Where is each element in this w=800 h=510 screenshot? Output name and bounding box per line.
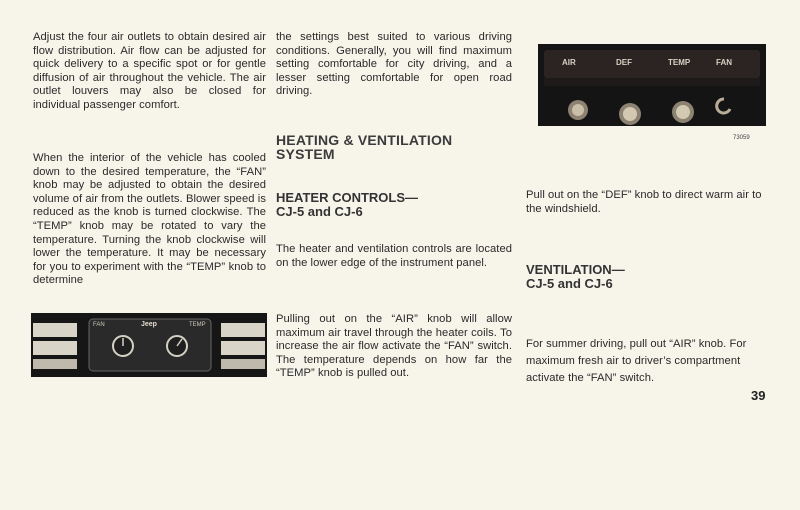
column-2 [276, 31, 512, 99]
ventilation-text: For summer driving, pull out “AIR” knob. For maximum fresh air to driver’s compartment activate the “FAN” switch. [526, 338, 747, 384]
page-number: 39 [751, 388, 766, 403]
panel-label-def: DEF [616, 58, 632, 67]
panel-label-fan-small: FAN [93, 322, 105, 328]
paragraph-settings: the settings best suited to various driving conditions. Generally, you will find maximum setting comfortable for city driving, and a lesser setting comfortable for open road driving. [276, 31, 512, 98]
photo-caption: 73059 [733, 135, 750, 141]
instrument-panel-photo [31, 313, 267, 377]
panel-label-temp: TEMP [668, 58, 691, 67]
heater-controls-heading: HEATER CONTROLS— CJ-5 and CJ-6 [276, 190, 419, 219]
panel-label-air: AIR [562, 58, 576, 67]
ventilation-heading: VENTILATION— CJ-5 and CJ-6 [526, 262, 625, 291]
heater-panel-graphic [538, 44, 766, 126]
heater-control-panel-photo [538, 44, 766, 126]
panel-label-temp-small: TEMP [189, 322, 206, 328]
heater-location-text: The heater and ventilation controls are located on the lower edge of the instrument panel. [276, 243, 512, 269]
panel-label-brand: Jeep [141, 321, 157, 328]
paragraph-fan-temp-knobs: When the interior of the vehicle has cooled down to the desired temperature, the “FAN” knob may be adjusted to obtain the desired volume of air from the outlets. Blower speed is reduced as the knob is turned clockwise. The “TEMP” knob may be rotated to vary the temperature. Turning the knob clockwise will lower the temperature. It may be necessary for you to experiment with the “TEMP” knob to determine [33, 152, 266, 287]
panel-label-fan: FAN [716, 58, 732, 67]
column-1-lower [33, 152, 266, 288]
section-heading: HEATING & VENTILATION SYSTEM [276, 132, 453, 162]
paragraph-air-outlets: Adjust the four air outlets to obtain desired air flow distribution. Air flow can be adjusted for quick delivery to a specific spot or for gentle diffusion of air throughout the vehicle. The air outlet louvers may also be closed for individual passenger comfort. [33, 31, 266, 111]
def-knob-text: Pull out on the “DEF” knob to direct warm air to the windshield. [526, 189, 762, 215]
column-1 [33, 31, 266, 113]
heater-air-knob-text: Pulling out on the “AIR” knob will allow maximum air travel through the heater coils. To increase the air flow activate the “FAN” switch. The temperature depends on how far the “TEMP” knob is pulled out. [276, 313, 512, 380]
